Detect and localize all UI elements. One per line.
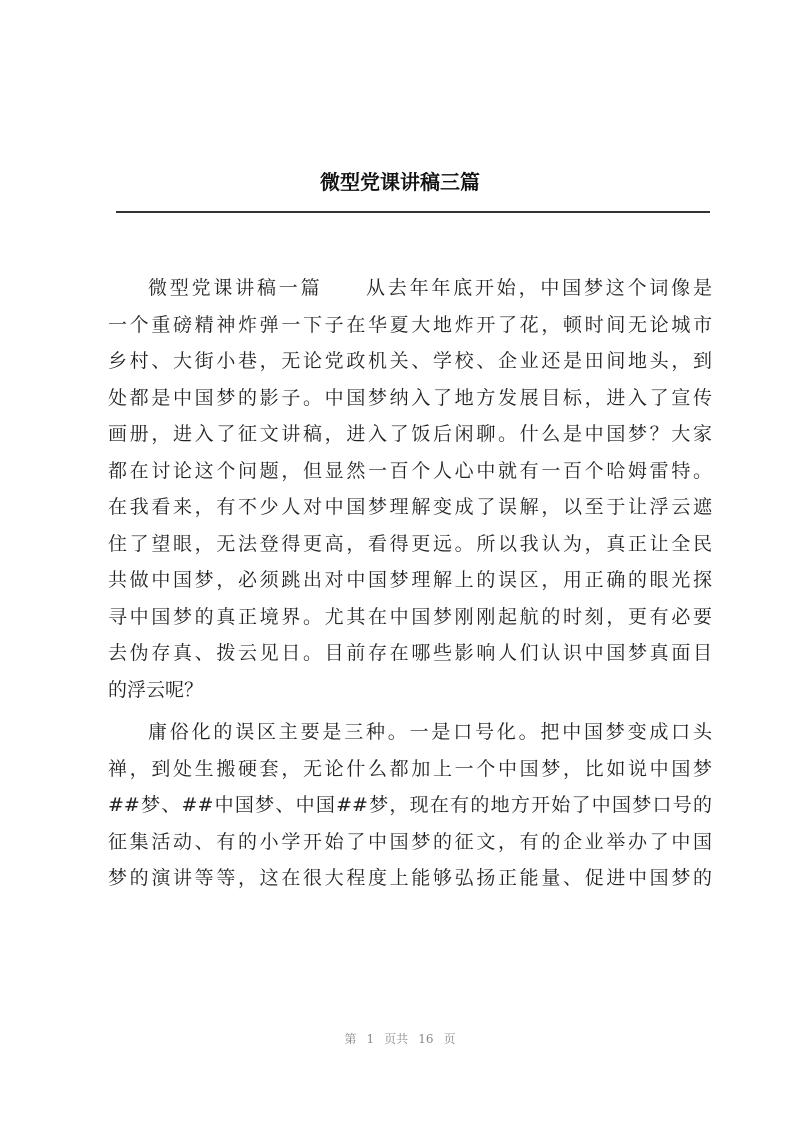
paragraph-line: 住了望眼，无法登得更高，看得更远。所以我认为，真正让全民: [108, 532, 712, 555]
paragraph-line: 都在讨论这个问题，但显然一百个人心中就有一百个哈姆雷特。: [108, 459, 712, 482]
document-title: 微型党课讲稿三篇: [320, 170, 480, 194]
paragraph-line: 寻中国梦的真正境界。尤其在中国梦刚刚起航的时刻，更有必要: [108, 605, 712, 628]
page-label-suffix: 页: [443, 1032, 456, 1046]
page-label-mid: 页共: [384, 1032, 409, 1046]
paragraph-line: ##梦、##中国梦、中国##梦，现在有的地方开始了中国梦口号的: [108, 794, 712, 816]
page-label-prefix: 第: [344, 1032, 357, 1046]
paragraph-line: 处都是中国梦的影子。中国梦纳入了地方发展目标，进入了宣传: [108, 386, 712, 409]
page-footer: [0, 1030, 800, 1047]
paragraph-line: 乡村、大街小巷，无论党政机关、学校、企业还是田间地头，到: [108, 350, 712, 372]
paragraph-line: 禅，到处生搬硬套，无论什么都加上一个中国梦，比如说中国梦: [108, 757, 712, 780]
paragraph-line: 去伪存真、拨云见日。目前存在哪些影响人们认识中国梦真面目: [108, 642, 712, 664]
total-pages: 16: [418, 1032, 434, 1046]
paragraph-2: [108, 716, 712, 899]
page-number: 1: [366, 1032, 375, 1046]
paragraph-line: 征集活动、有的小学开始了中国梦的征文，有的企业举办了中国: [108, 830, 712, 853]
title-divider: [116, 211, 710, 213]
paragraph-line: 微型党课讲稿一篇 从去年年底开始，中国梦这个词像是: [148, 277, 712, 299]
paragraph-line: 在我看来，有不少人对中国梦理解变成了误解，以至于让浮云遮: [108, 496, 712, 518]
paragraph-line: 画册，进入了征文讲稿，进入了饭后闲聊。什么是中国梦？大家: [108, 423, 712, 445]
paragraph-1: [108, 272, 712, 710]
paragraph-line: 一个重磅精神炸弹一下子在华夏大地炸开了花，顿时间无论城市: [108, 313, 712, 336]
paragraph-line: 共做中国梦，必须跳出对中国梦理解上的误区，用正确的眼光探: [108, 569, 712, 591]
document-body: [108, 272, 712, 899]
paragraph-line: 庸俗化的误区主要是三种。一是口号化。把中国梦变成口头: [148, 721, 712, 743]
paragraph-line: 的浮云呢？: [108, 678, 204, 701]
paragraph-line: 梦的演讲等等，这在很大程度上能够弘扬正能量、促进中国梦的: [108, 867, 712, 889]
